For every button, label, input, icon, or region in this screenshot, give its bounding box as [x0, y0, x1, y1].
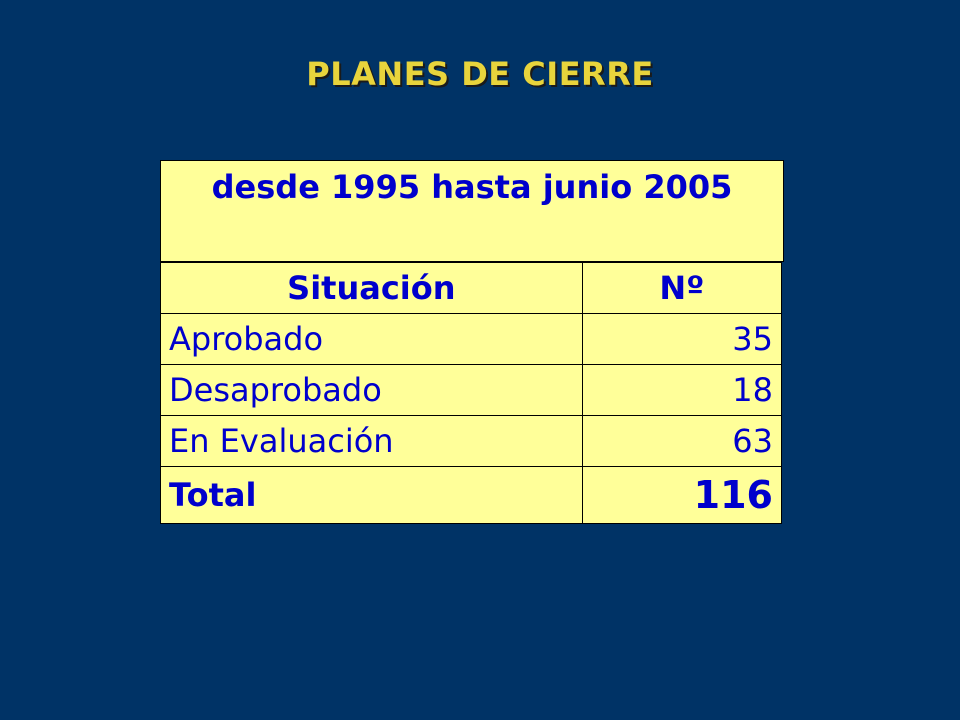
row-situacion: Aprobado — [161, 314, 583, 365]
table-row — [161, 365, 782, 416]
total-value: 116 — [582, 467, 781, 524]
slide-title: PLANES DE CIERRE — [306, 55, 654, 93]
row-numero: 18 — [582, 365, 781, 416]
summary-table — [160, 160, 784, 524]
row-situacion: En Evaluación — [161, 416, 583, 467]
header-situacion: Situación — [161, 263, 583, 314]
row-numero: 63 — [582, 416, 781, 467]
total-label: Total — [161, 467, 583, 524]
header-numero: Nº — [582, 263, 781, 314]
table-header-row — [161, 263, 782, 314]
table-caption-box — [160, 160, 784, 262]
row-situacion: Desaprobado — [161, 365, 583, 416]
table-caption: desde 1995 hasta junio 2005 — [211, 168, 733, 206]
total-row — [161, 467, 782, 524]
closure-plans-table — [160, 262, 782, 524]
table-row — [161, 314, 782, 365]
table-row — [161, 416, 782, 467]
row-numero: 35 — [582, 314, 781, 365]
